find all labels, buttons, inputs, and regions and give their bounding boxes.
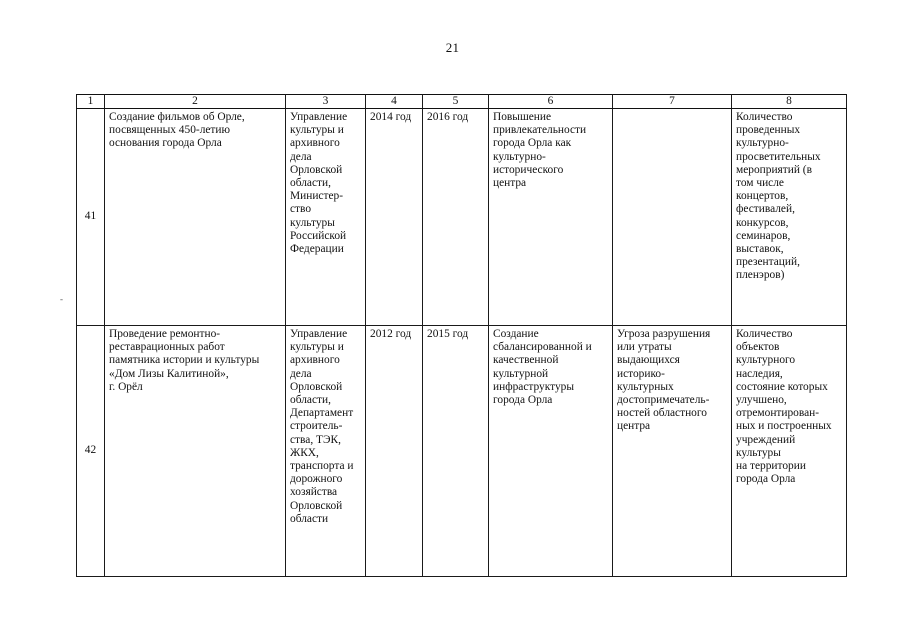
- measure-name: Проведение ремонтно- реставрационных работ памятника истории и культуры «Дом Лизы Калитиной», г. Орёл: [109, 328, 260, 393]
- table-row: [77, 109, 847, 326]
- start-year-cell: [366, 109, 423, 326]
- expected-result-cell: [489, 326, 613, 577]
- expected-result: Повышение привлекательности города Орла как культурно- исторического центра: [493, 111, 587, 190]
- end-year: 2016 год: [427, 111, 469, 123]
- target-indicator: Количество объектов культурного наследия, состояние которых улучшено, отремонтирован- ных и построенных учреждений культуры на территории города Орла: [736, 328, 832, 486]
- responsible-executors: Управление культуры и архивного дела Орловской области, Министер- ство культуры Российской Федерации: [290, 111, 348, 256]
- measures-table: [76, 94, 847, 577]
- column-number-header-row: [77, 95, 847, 109]
- column-header-6: 6: [489, 95, 613, 109]
- column-header-3: 3: [286, 95, 366, 109]
- end-year: 2015 год: [427, 328, 469, 340]
- indicator-cell: [732, 109, 847, 326]
- start-year-cell: [366, 326, 423, 577]
- non-implementation-consequence: Угроза разрушения или утраты выдающихся историко- культурных достопримечатель- ностей областного центра: [617, 328, 711, 433]
- responsible-cell: [286, 109, 366, 326]
- risk-cell: [613, 109, 732, 326]
- start-year: 2014 год: [370, 111, 412, 123]
- start-year: 2012 год: [370, 328, 412, 340]
- column-header-5: 5: [423, 95, 489, 109]
- column-header-2: 2: [105, 95, 286, 109]
- page-number: 21: [445, 40, 460, 55]
- table-row: [77, 326, 847, 577]
- measure-name-cell: [105, 326, 286, 577]
- row-number: 41: [77, 109, 105, 326]
- target-indicator: Количество проведенных культурно- просветительных мероприятий (в том числе концертов, фестивалей, конкурсов, семинаров, выставок, презентаций, пленэров): [736, 111, 821, 282]
- column-header-1: 1: [77, 95, 105, 109]
- expected-result: Создание сбалансированной и качественной культурной инфраструктуры города Орла: [493, 328, 592, 407]
- row-number: 42: [77, 326, 105, 577]
- responsible-executors: Управление культуры и архивного дела Орловской области, Департамент строитель- ства, ТЭК, ЖКХ, транспорта и дорожного хозяйства Орловской области: [290, 328, 354, 525]
- measure-name-cell: [105, 109, 286, 326]
- column-header-8: 8: [732, 95, 847, 109]
- column-header-7: 7: [613, 95, 732, 109]
- indicator-cell: [732, 326, 847, 577]
- end-year-cell: [423, 109, 489, 326]
- column-header-4: 4: [366, 95, 423, 109]
- risk-cell: [613, 326, 732, 577]
- measure-name: Создание фильмов об Орле, посвященных 450-летию основания города Орла: [109, 111, 245, 150]
- stray-mark: -: [60, 294, 63, 304]
- end-year-cell: [423, 326, 489, 577]
- responsible-cell: [286, 326, 366, 577]
- expected-result-cell: [489, 109, 613, 326]
